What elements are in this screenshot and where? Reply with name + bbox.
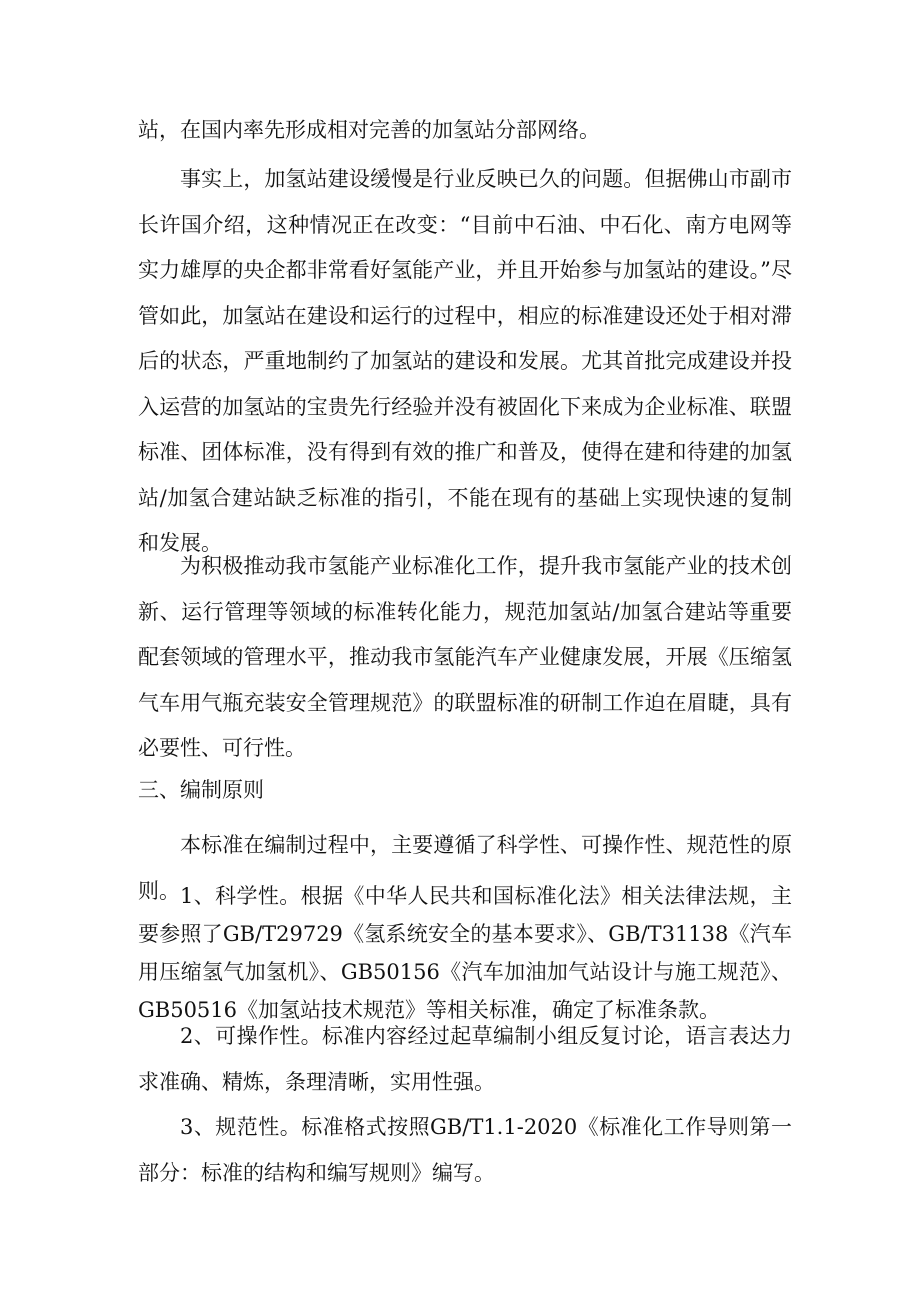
body-paragraph-3: 为积极推动我市氢能产业标准化工作，提升我市氢能产业的技术创新、运行管理等领域的标准转化能力，规范加氢站/加氢合建站等重要配套领域的管理水平，推动我市氢能汽车产业健康发展，开展《压缩氢气车用气瓶充装安全管理规范》的联盟标准的研制工作迫在眉睫，具有必要性、可行性。 — [138, 554, 792, 760]
body-paragraph-1: 站，在国内率先形成相对完善的加氢站分部网络。 — [138, 118, 600, 142]
principle-normativity: 3、规范性。标准格式按照GB/T1.1-2020《标准化工作导则第一部分：标准的结构和编写规则》编写。 — [138, 1115, 792, 1185]
principle-scientific: 1、科学性。根据《中华人民共和国标准化法》相关法律法规，主要参照了GB/T29729《氢系统安全的基本要求》、GB/T31138《汽车用压缩氢气加氢机》、GB50156《汽车加油加气站设计与施工规范》、GB50516《加氢站技术规范》等相关标准，确定了标准条款。 — [138, 884, 792, 1022]
body-paragraph-2: 事实上，加氢站建设缓慢是行业反映已久的问题。但据佛山市副市长许国介绍，这种情况正在改变：“目前中石油、中石化、南方电网等实力雄厚的央企都非常看好氢能产业，并且开始参与加氢站的建设。”尽管如此，加氢站在建设和运行的过程中，相应的标准建设还处于相对滞后的状态，严重地制约了加氢站的建设和发展。尤其首批完成建设并投入运营的加氢站的宝贵先行经验并没有被固化下来成为企业标准、联盟标准、团体标准，没有得到有效的推广和普及，使得在建和待建的加氢站/加氢合建站缺乏标准的指引，不能在现有的基础上实现快速的复制和发展。 — [138, 167, 792, 555]
section-heading: 三、编制原则 — [138, 778, 264, 802]
principles-intro: 本标准在编制过程中，主要遵循了科学性、可操作性、规范性的原则。 — [138, 833, 792, 903]
principle-operability: 2、可操作性。标准内容经过起草编制小组反复讨论，语言表达力求准确、精炼，条理清晰，实用性强。 — [138, 1024, 792, 1094]
